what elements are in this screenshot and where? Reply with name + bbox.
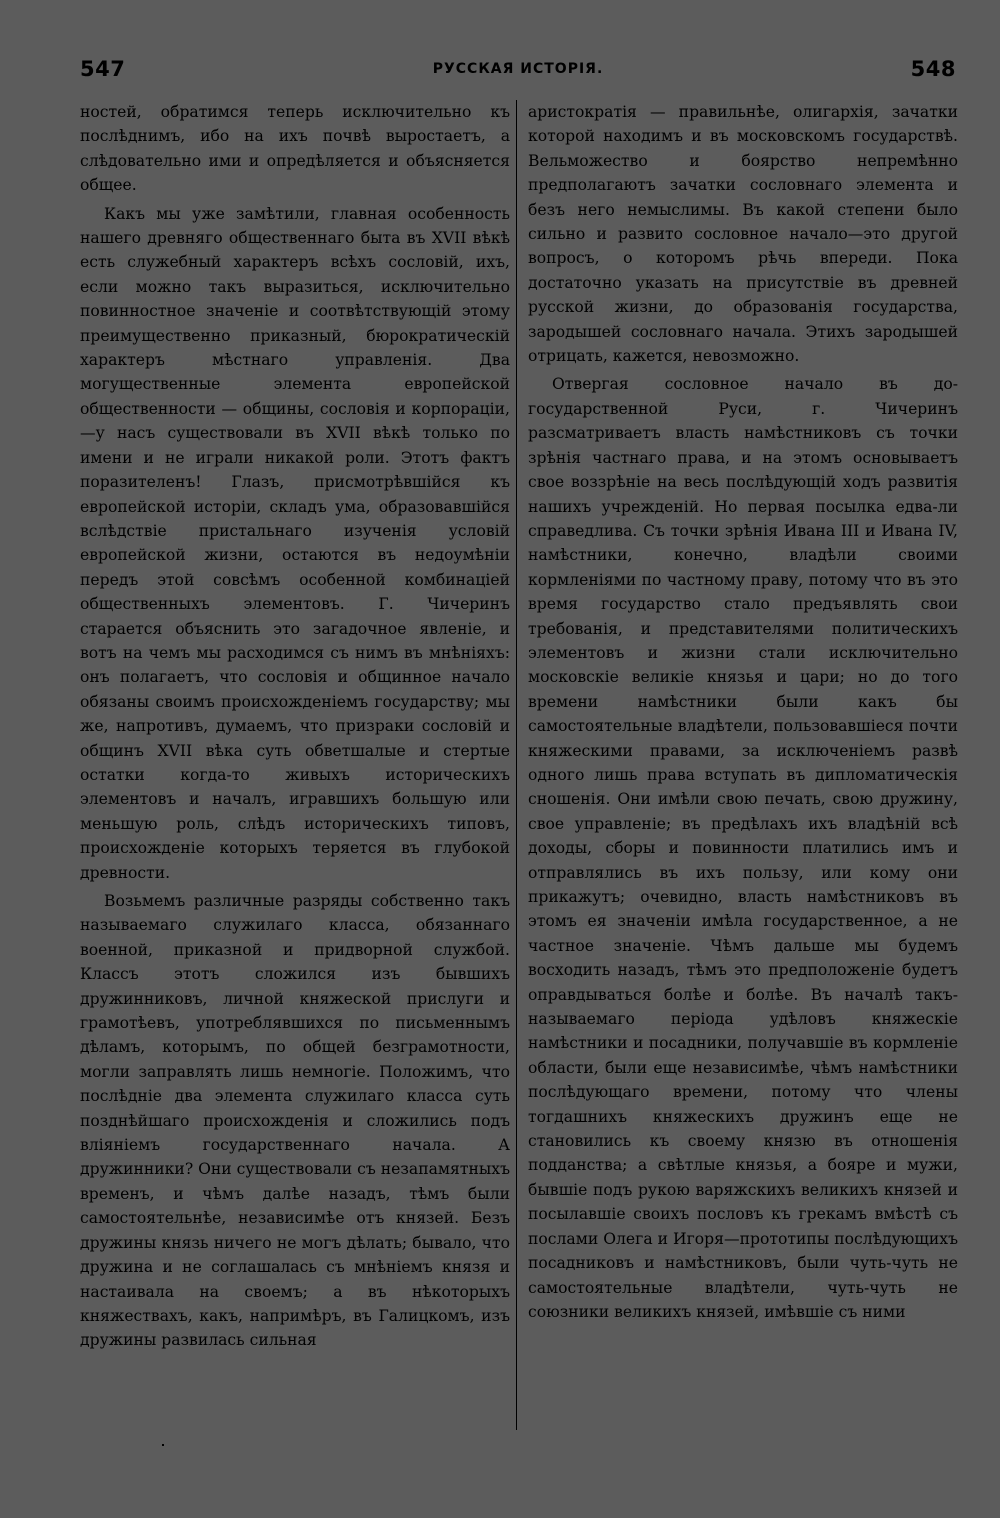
column-divider	[516, 100, 517, 1430]
paragraph: Возьмемъ различные разряды собственно такъ называемаго служилаго класса, обязаннаго военной, приказной и придворной службой. Классъ этотъ сложился изъ бывшихъ дружинниковъ, личной княжеской прислуги и грамотѣевъ, употреблявшихся по письменнымъ дѣламъ, которымъ, по общей безграмотности, могли заправлять лишь немногіе. Положимъ, что послѣдніе два элемента служилаго класса суть позднѣйшаго происхожденія и сложились подъ вліяніемъ государственнаго начала. А дружинники? Они существовали съ незапамятныхъ временъ, и чѣмъ далѣе назадъ, тѣмъ были самостоятельнѣе, независимѣе отъ князей. Безъ дружины князь ничего не могъ дѣлать; бывало, что дружина и не соглашалась съ мнѣніемъ князя и настаивала на своемъ; а въ нѣкоторыхъ княжествахъ, какъ, напримѣръ, въ Галицкомъ, изъ дружины развилась сильная	[80, 892, 510, 1350]
right-column	[528, 100, 958, 1480]
paragraph: аристократія — правильнѣе, олигархія, зачатки которой находимъ и въ московскомъ государствѣ. Вельможество и боярство непремѣнно предполагаютъ зачатки сословнаго элемента и безъ него немыслимы. Въ какой степени было сильно и развито сословное начало—это другой вопросъ, о которомъ рѣчь впереди. Пока достаточно указать на присутствіе въ древней русской жизни, до образованія государства, зародышей сословнаго начала. Этихъ зародышей отрицать, кажется, невозможно.	[528, 103, 958, 366]
running-title: РУССКАЯ ИСТОРІЯ.	[432, 61, 604, 77]
paragraph: ностей, обратимся теперь исключительно къ послѣднимъ, ибо на ихъ почвѣ выростаетъ, а слѣдовательно ими и опредѣляется и объясняется общее.	[80, 103, 510, 195]
left-column	[80, 100, 510, 1480]
page-number-left: 547	[80, 57, 126, 81]
paragraph: Отвергая сословное начало въ до-государственной Руси, г. Чичеринъ разсматриваетъ власть намѣстниковъ съ точки зрѣнія частнаго права, и на этомъ основываетъ свое воззрѣніе на весь послѣдующій ходъ развитія нашихъ учрежденій. Но первая посылка едва-ли справедлива. Съ точки зрѣнія Ивана III и Ивана IV, намѣстники, конечно, владѣли своими кормленіями по частному праву, потому что въ это время государство стало предъявлять свои требованія, и представителями политическихъ элементовъ и жизни стали исключительно московскіе великіе князья и цари; но до того времени намѣстники были какъ бы самостоятельные владѣтели, пользовавшіеся почти княжескими правами, за исключеніемъ развѣ одного лишь права вступать въ дипломатическія сношенія. Они имѣли свою печать, свою дружину, свое управленіе; въ предѣлахъ ихъ владѣній всѣ доходы, сборы и повинности платились имъ и отправлялись въ ихъ пользу, или кому они прикажутъ; очевидно, власть намѣстниковъ въ этомъ ея значеніи имѣла государственное, а не частное значеніе. Чѣмъ дальше мы будемъ восходить назадъ, тѣмъ это предположеніе будетъ оправдываться болѣе и болѣе. Въ началѣ такъ-называемаго періода удѣловъ княжескіе намѣстники и посадники, получавшіе въ кормленіе области, были еще независимѣе, чѣмъ намѣстники послѣдующаго времени, потому что члены тогдашнихъ княжескихъ дружинъ еще не становились къ своему князю въ отношенія подданства; а свѣтлые князья, а бояре и мужи, бывшіе подъ рукою варяжскихъ великихъ князей и посылавшіе своихъ пословъ къ грекамъ вмѣстѣ съ послами Олега и Игоря—прототипы послѣдующихъ посадниковъ и намѣстниковъ, были чуть-чуть не самостоятельные владѣтели, чуть-чуть не союзники великихъ князей, имѣвшіе съ ними	[528, 375, 958, 1321]
footer-mark	[162, 1444, 164, 1446]
paragraph: Какъ мы уже замѣтили, главная особенность нашего древняго общественнаго быта въ XVII вѣкѣ есть служебный характеръ всѣхъ сословій, ихъ, если можно такъ выразиться, исключительно повинностное значеніе и соотвѣтствующій этому преимущественно приказный, бюрократическій характеръ мѣстнаго управленія. Два могущественные элемента европейской общественности — общины, сословія и корпораціи,—у насъ существовали въ XVII вѣкѣ только по имени и не играли никакой роли. Этотъ фактъ поразителенъ! Глазъ, присмотрѣвшійся къ европейской исторіи, складъ ума, образовавшійся вслѣдствіе пристальнаго изученія условій европейской жизни, остаются въ недоумѣніи передъ этой совсѣмъ особенной комбинаціей общественныхъ элементовъ. Г. Чичеринъ старается объяснить это загадочное явленіе, и вотъ на чемъ мы расходимся съ нимъ въ мнѣніяхъ: онъ полагаетъ, что сословія и общинное начало обязаны своимъ происхожденіемъ государству; мы же, напротивъ, думаемъ, что призраки сословій и общинъ XVII вѣка суть обветшалые и стертые остатки когда-то живыхъ историческихъ элементовъ и началъ, игравшихъ большую или меньшую роль, слѣдъ историческихъ типовъ, происхожденіе которыхъ теряется въ глубокой древности.	[80, 204, 510, 882]
page-number-right: 548	[910, 57, 956, 81]
page-header	[80, 52, 956, 86]
